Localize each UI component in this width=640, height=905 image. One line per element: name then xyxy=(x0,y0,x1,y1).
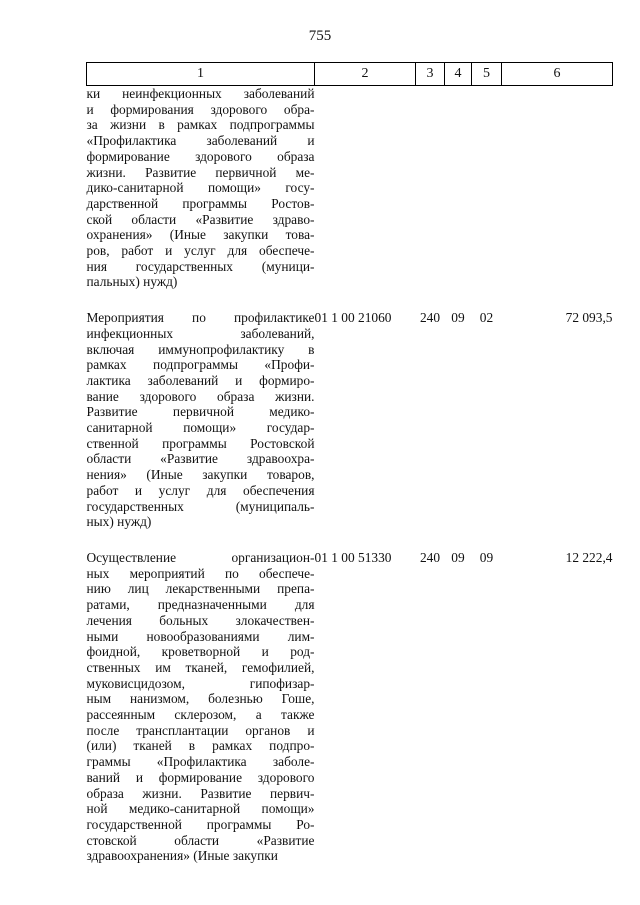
table-row xyxy=(87,310,613,530)
section-cell xyxy=(445,86,472,291)
description-line: санитарной помощи» государ- xyxy=(86,420,315,436)
row-spacer-cell xyxy=(87,530,613,550)
target-article-code-cell xyxy=(315,86,416,291)
subsection-cell xyxy=(472,86,502,291)
subsection-cell: 09 xyxy=(479,549,494,565)
description-line: ственной программы Ростовской xyxy=(86,435,315,451)
table-row xyxy=(87,550,613,864)
description-line: ным нанизмом, болезнью Гоше, xyxy=(86,691,315,707)
description-line: граммы «Профилактика заболе- xyxy=(86,754,315,770)
column-header-subsection: 5 xyxy=(472,63,502,86)
description-line: дико-санитарной помощи» госу- xyxy=(86,180,315,196)
description-line: вание здорового образа жизни. xyxy=(86,388,315,404)
description-line: после трансплантации органов и xyxy=(86,722,315,738)
row-spacer xyxy=(87,530,613,550)
description-line: ров, работ и услуг для обеспече- xyxy=(86,243,315,259)
section-cell: 09 xyxy=(451,310,465,326)
row-spacer-cell xyxy=(87,290,613,310)
description-line: «Профилактика заболеваний и xyxy=(86,133,315,149)
column-header-description: 1 xyxy=(87,63,315,86)
row-spacer xyxy=(87,290,613,310)
description-line: (или) тканей в рамках подпро- xyxy=(86,738,315,754)
description-line: ной медико-санитарной помощи» xyxy=(86,801,315,817)
description-line: лечения больных злокачествен- xyxy=(86,612,315,628)
target-article-code-cell: 01 1 00 51330 xyxy=(314,549,392,565)
description-line: ки неинфекционных заболеваний xyxy=(86,86,315,101)
description-cell xyxy=(87,86,315,291)
amount-cell: 72 093,5 xyxy=(565,310,613,326)
description-line: инфекционных заболеваний, xyxy=(86,325,315,341)
description-line: здравоохранения» (Иные закупки xyxy=(86,848,278,864)
description-line: и формирования здорового обра- xyxy=(86,101,315,117)
description-line: государственных (муниципаль- xyxy=(86,498,315,514)
description-line: рамках подпрограммы «Профи- xyxy=(86,357,315,373)
description-line: стовской области «Развитие xyxy=(86,832,315,848)
column-header-code: 2 xyxy=(315,63,416,86)
expense-type-cell xyxy=(416,86,445,291)
description-line: нию лиц лекарственными препа- xyxy=(86,581,315,597)
description-line: ской области «Развитие здраво- xyxy=(86,211,315,227)
description-line: ния государственных (муници- xyxy=(86,258,315,274)
description-line: формирование здорового образа xyxy=(86,148,315,164)
amount-cell xyxy=(502,86,613,291)
amount-cell: 12 222,4 xyxy=(565,549,613,565)
column-header-amount: 6 xyxy=(502,63,613,86)
table-body xyxy=(87,86,613,865)
section-cell: 09 xyxy=(451,549,465,565)
description-line: области «Развитие здравоохра- xyxy=(86,451,315,467)
description-line: ственных им тканей, гемофилией, xyxy=(86,659,315,675)
description-line: ных мероприятий по обеспече- xyxy=(86,565,315,581)
description-line: пальных) нужд) xyxy=(86,274,178,290)
description-line: рассеянным склерозом, а также xyxy=(86,707,315,723)
description-line: ратами, предназначенными для xyxy=(86,597,315,613)
description-line: за жизни в рамках подпрограммы xyxy=(86,117,315,133)
subsection-cell: 02 xyxy=(479,310,494,326)
column-header-section: 4 xyxy=(445,63,472,86)
description-line: дарственной программы Ростов- xyxy=(86,195,315,211)
expense-type-cell: 240 xyxy=(419,310,441,326)
description-line: Развитие первичной медико- xyxy=(86,404,315,420)
column-header-type: 3 xyxy=(416,63,445,86)
description-line: ваний и формирование здорового xyxy=(86,769,315,785)
description-line: охранения» (Иные закупки това- xyxy=(86,227,315,243)
description-line: государственной программы Ро- xyxy=(86,816,315,832)
description-cell xyxy=(87,550,315,864)
description-line: образа жизни. Развитие первич- xyxy=(86,785,315,801)
description-line: жизни. Развитие первичной ме- xyxy=(86,164,315,180)
description-line: лактика заболеваний и формиро- xyxy=(86,372,315,388)
description-line: включая иммунопрофилактику в xyxy=(86,341,315,357)
description-line: Осуществление организацион- xyxy=(86,549,315,565)
description-line: ных) нужд) xyxy=(86,514,152,530)
description-line: фоидной, кроветворной и род- xyxy=(86,644,315,660)
target-article-code-cell: 01 1 00 21060 xyxy=(314,310,392,326)
description-cell xyxy=(87,310,315,530)
description-line: нения» (Иные закупки товаров, xyxy=(86,467,315,483)
budget-table xyxy=(86,62,613,864)
table-header-row xyxy=(87,63,613,86)
description-line: Мероприятия по профилактике xyxy=(86,310,315,326)
description-line: ными новообразованиями лим- xyxy=(86,628,315,644)
page-number: 755 xyxy=(308,28,332,44)
expense-type-cell: 240 xyxy=(419,549,441,565)
description-line: муковисцидозом, гипофизар- xyxy=(86,675,315,691)
table-row xyxy=(87,86,613,291)
description-line: работ и услуг для обеспечения xyxy=(86,482,315,498)
